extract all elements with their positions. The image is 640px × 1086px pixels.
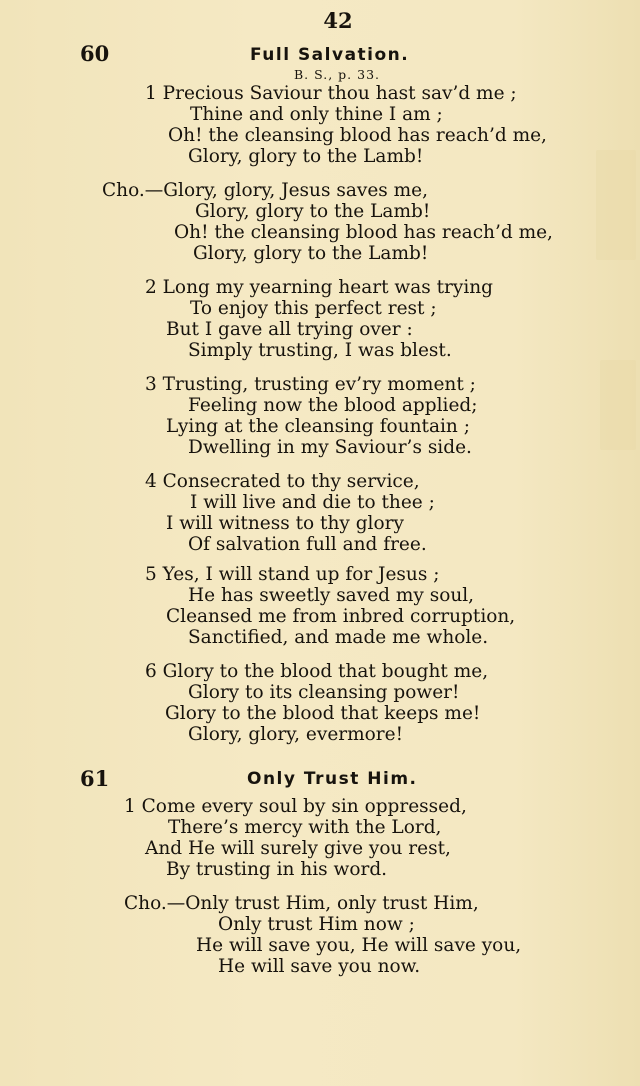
page-number: 42	[323, 8, 353, 33]
paper-stain	[600, 360, 636, 450]
hymn-reference: B. S., p. 33.	[294, 67, 380, 82]
verse-line: Sanctified, and made me whole.	[188, 627, 489, 648]
hymn-title: Only Trust Him.	[247, 769, 418, 789]
verse-line: I will witness to thy glory	[166, 513, 404, 534]
verse-line: Glory, glory to the Lamb!	[188, 146, 424, 167]
verse-line: 5 Yes, I will stand up for Jesus ;	[145, 564, 440, 585]
chorus-line: Cho.—Glory, glory, Jesus saves me,	[102, 180, 429, 201]
paper-stain	[596, 150, 636, 260]
verse-line: 1 Precious Saviour thou hast sav’d me ;	[145, 83, 517, 104]
hymn-number: 60	[80, 41, 110, 66]
chorus-line: Oh! the cleansing blood has reach’d me,	[174, 222, 553, 243]
verse-line: I will live and die to thee ;	[190, 492, 435, 513]
verse-line: But I gave all trying over :	[166, 319, 413, 340]
hymn-number: 61	[80, 766, 110, 791]
verse-line: Oh! the cleansing blood has reach’d me,	[168, 125, 547, 146]
verse-line: There’s mercy with the Lord,	[168, 817, 442, 838]
verse-line: Thine and only thine I am ;	[190, 104, 443, 125]
verse-line: Glory to its cleansing power!	[188, 682, 460, 703]
chorus-line: Only trust Him now ;	[218, 914, 415, 935]
chorus-line: He will save you now.	[218, 956, 421, 977]
verse-line: Glory to the blood that keeps me!	[165, 703, 481, 724]
chorus-line: Glory, glory to the Lamb!	[195, 201, 431, 222]
verse-line: Of salvation full and free.	[188, 534, 427, 555]
verse-line: Lying at the cleansing fountain ;	[166, 416, 470, 437]
chorus-line: Cho.—Only trust Him, only trust Him,	[124, 893, 479, 914]
verse-line: 2 Long my yearning heart was trying	[145, 277, 494, 298]
verse-line: 6 Glory to the blood that bought me,	[145, 661, 489, 682]
chorus-line: Glory, glory to the Lamb!	[193, 243, 429, 264]
hymn-title: Full Salvation.	[250, 45, 410, 65]
verse-line: Dwelling in my Saviour’s side.	[188, 437, 472, 458]
verse-line: Feeling now the blood applied;	[188, 395, 478, 416]
verse-line: 1 Come every soul by sin oppressed,	[124, 796, 467, 817]
verse-line: 4 Consecrated to thy service,	[145, 471, 420, 492]
verse-line: Glory, glory, evermore!	[188, 724, 404, 745]
chorus-line: He will save you, He will save you,	[196, 935, 522, 956]
verse-line: Cleansed me from inbred corruption,	[166, 606, 516, 627]
verse-line: To enjoy this perfect rest ;	[190, 298, 437, 319]
verse-line: By trusting in his word.	[166, 859, 388, 880]
verse-line: And He will surely give you rest,	[145, 838, 451, 859]
verse-line: 3 Trusting, trusting ev’ry moment ;	[145, 374, 476, 395]
verse-line: He has sweetly saved my soul,	[188, 585, 475, 606]
verse-line: Simply trusting, I was blest.	[188, 340, 452, 361]
